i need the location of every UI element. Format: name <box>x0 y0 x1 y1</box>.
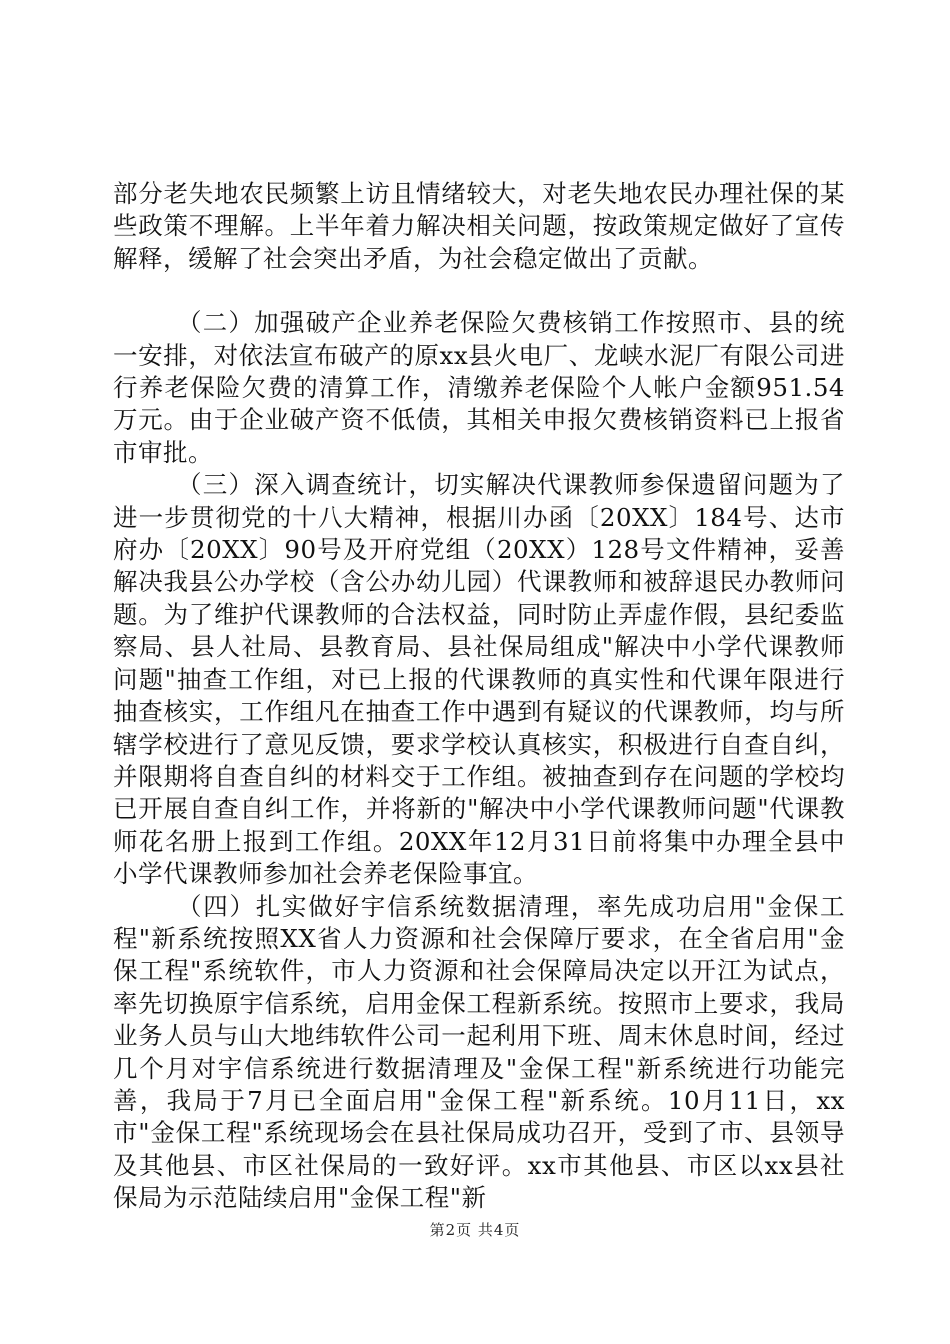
page-number-footer: 第2页 共4页 <box>429 1221 521 1239</box>
document-body <box>113 178 845 1215</box>
paragraph-continuation: 部分老失地农民频繁上访且情绪较大，对老失地农民办理社保的某些政策不理解。上半年着力解决相关问题，按政策规定做好了宣传解释，缓解了社会突出矛盾，为社会稳定做出了贡献。 <box>113 179 845 273</box>
paragraph-section-4: （四）扎实做好宇信系统数据清理，率先成功启用"金保工程"新系统按照XX省人力资源和社会保障厅要求，在全省启用"金保工程"系统软件，市人力资源和社会保障局决定以开江为试点，率先切换原宇信系统，启用金保工程新系统。按照市上要求，我局业务人员与山大地纬软件公司一起利用下班、周末休息时间，经过几个月对宇信系统进行数据清理及"金保工程"新系统进行功能完善，我局于7月已全面启用"金保工程"新系统。10月11日，xx市"金保工程"系统现场会在县社保局成功召开，受到了市、县领导及其他县、市区社保局的一致好评。xx市其他县、市区以xx县社保局为示范陆续启用"金保工程"新 <box>113 891 845 1213</box>
paragraph-section-2: （二）加强破产企业养老保险欠费核销工作按照市、县的统一安排，对依法宣布破产的原xx县火电厂、龙峡水泥厂有限公司进行养老保险欠费的清算工作，清缴养老保险个人帐户金额951.54万元。由于企业破产资不低债，其相关申报欠费核销资料已上报省市审批。 <box>113 308 845 467</box>
paragraph-section-3: （三）深入调查统计，切实解决代课教师参保遗留问题为了进一步贯彻党的十八大精神，根据川办函〔20XX〕184号、达市府办〔20XX〕90号及开府党组（20XX）128号文件精神，妥善解决我县公办学校（含公办幼儿园）代课教师和被辞退民办教师问题。为了维护代课教师的合法权益，同时防止弄虚作假，县纪委监察局、县人社局、县教育局、县社保局组成"解决中小学代课教师问题"抽查工作组，对已上报的代课教师的真实性和代课年限进行抽查核实，工作组凡在抽查工作中遇到有疑议的代课教师，均与所辖学校进行了意见反馈，要求学校认真核实，积极进行自查自纠，并限期将自查自纠的材料交于工作组。被抽查到存在问题的学校均已开展自查自纠工作，并将新的"解决中小学代课教师问题"代课教师花名册上报到工作组。20XX年12月31日前将集中办理全县中小学代课教师参加社会养老保险事宜。 <box>113 470 845 889</box>
